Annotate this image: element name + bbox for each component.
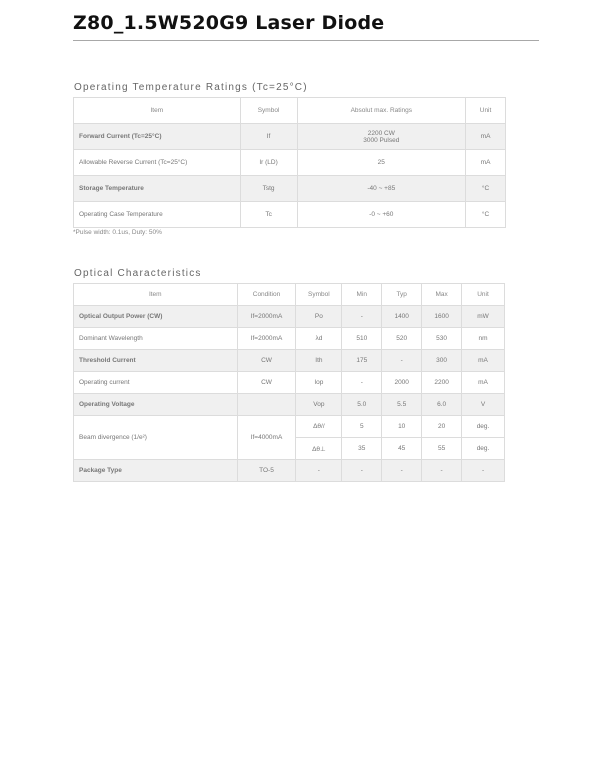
- column-header: Max: [422, 284, 462, 306]
- cell-min: 175: [342, 350, 382, 372]
- cell-symbol: Vop: [296, 394, 342, 416]
- temperature-section-title: Operating Temperature Ratings (Tc=25°C): [74, 82, 308, 93]
- cell-max: 55: [422, 438, 462, 460]
- cell-symbol: Tc: [240, 202, 297, 228]
- cell-rating: -0 ~ +60: [297, 202, 466, 228]
- cell-min: 5.0: [342, 394, 382, 416]
- column-header: Absolut max. Ratings: [297, 98, 466, 124]
- cell-max: 20: [422, 416, 462, 438]
- table-header-row: [74, 98, 506, 124]
- cell-typ: -: [382, 460, 422, 482]
- cell-typ: 45: [382, 438, 422, 460]
- cell-condition: CW: [237, 372, 296, 394]
- cell-unit: -: [462, 460, 505, 482]
- table-row: [74, 306, 505, 328]
- table-row: [74, 176, 506, 202]
- cell-min: -: [342, 460, 382, 482]
- cell-item: Threshold Current: [74, 350, 238, 372]
- column-header: Typ: [382, 284, 422, 306]
- cell-symbol: If: [240, 124, 297, 150]
- column-header: Symbol: [240, 98, 297, 124]
- rating-line: 2200 CW: [367, 129, 395, 137]
- cell-max: 1600: [422, 306, 462, 328]
- cell-unit: deg.: [462, 416, 505, 438]
- cell-typ: 10: [382, 416, 422, 438]
- cell-max: 300: [422, 350, 462, 372]
- cell-symbol: Ir (LD): [240, 150, 297, 176]
- cell-unit: mW: [462, 306, 505, 328]
- cell-item: Forward Current (Tc=25°C): [74, 124, 241, 150]
- cell-min: -: [342, 372, 382, 394]
- table-row: [74, 202, 506, 228]
- cell-min: -: [342, 306, 382, 328]
- cell-condition: If=2000mA: [237, 306, 296, 328]
- cell-symbol: Δθ⊥: [296, 438, 342, 460]
- rating-line: 3000 Pulsed: [363, 136, 400, 144]
- page-title: Z80_1.5W520G9 Laser Diode: [73, 12, 385, 34]
- cell-condition: If=4000mA: [237, 416, 296, 460]
- cell-unit: nm: [462, 328, 505, 350]
- column-header: Unit: [462, 284, 505, 306]
- cell-condition: [237, 394, 296, 416]
- cell-rating: 25: [297, 150, 466, 176]
- cell-max: 2200: [422, 372, 462, 394]
- cell-item: Beam divergence (1/e²): [74, 416, 238, 460]
- cell-item: Allowable Reverse Current (Tc=25°C): [74, 150, 241, 176]
- cell-symbol: Ith: [296, 350, 342, 372]
- cell-unit: deg.: [462, 438, 505, 460]
- cell-max: 530: [422, 328, 462, 350]
- cell-unit: mA: [462, 372, 505, 394]
- cell-item: Operating Voltage: [74, 394, 238, 416]
- cell-unit: °C: [466, 202, 506, 228]
- cell-condition: If=2000mA: [237, 328, 296, 350]
- table-row: [74, 150, 506, 176]
- cell-rating: [297, 124, 466, 150]
- column-header: Item: [74, 284, 238, 306]
- optical-section-title: Optical Characteristics: [74, 268, 202, 279]
- title-divider: [73, 40, 539, 41]
- cell-min: 5: [342, 416, 382, 438]
- table-row: [74, 394, 505, 416]
- cell-min: 510: [342, 328, 382, 350]
- cell-symbol: Iop: [296, 372, 342, 394]
- optical-characteristics-table: [73, 283, 505, 482]
- footnote: *Pulse width: 0.1us, Duty: 50%: [73, 229, 162, 236]
- cell-item: Operating Case Temperature: [74, 202, 241, 228]
- cell-unit: mA: [466, 124, 506, 150]
- table-row: [74, 372, 505, 394]
- column-header: Item: [74, 98, 241, 124]
- column-header: Min: [342, 284, 382, 306]
- temperature-ratings-table: [73, 97, 506, 228]
- cell-symbol: Po: [296, 306, 342, 328]
- cell-condition: TO-5: [237, 460, 296, 482]
- cell-symbol: λd: [296, 328, 342, 350]
- column-header: Unit: [466, 98, 506, 124]
- cell-typ: 520: [382, 328, 422, 350]
- table-row: [74, 328, 505, 350]
- table-row: [74, 350, 505, 372]
- cell-item: Storage Temperature: [74, 176, 241, 202]
- cell-unit: V: [462, 394, 505, 416]
- cell-rating: -40 ~ +85: [297, 176, 466, 202]
- cell-typ: -: [382, 350, 422, 372]
- table-row: [74, 460, 505, 482]
- table-header-row: [74, 284, 505, 306]
- cell-item: Operating current: [74, 372, 238, 394]
- cell-unit: °C: [466, 176, 506, 202]
- cell-item: Optical Output Power (CW): [74, 306, 238, 328]
- cell-typ: 2000: [382, 372, 422, 394]
- cell-max: -: [422, 460, 462, 482]
- column-header: Condition: [237, 284, 296, 306]
- cell-symbol: Δθ//: [296, 416, 342, 438]
- cell-condition: CW: [237, 350, 296, 372]
- cell-item: Package Type: [74, 460, 238, 482]
- table-row: [74, 124, 506, 150]
- cell-symbol: Tstg: [240, 176, 297, 202]
- cell-item: Dominant Wavelength: [74, 328, 238, 350]
- cell-typ: 1400: [382, 306, 422, 328]
- cell-unit: mA: [462, 350, 505, 372]
- cell-typ: 5.5: [382, 394, 422, 416]
- cell-min: 35: [342, 438, 382, 460]
- table-row: [74, 416, 505, 438]
- cell-unit: mA: [466, 150, 506, 176]
- column-header: Symbol: [296, 284, 342, 306]
- cell-max: 6.0: [422, 394, 462, 416]
- cell-symbol: -: [296, 460, 342, 482]
